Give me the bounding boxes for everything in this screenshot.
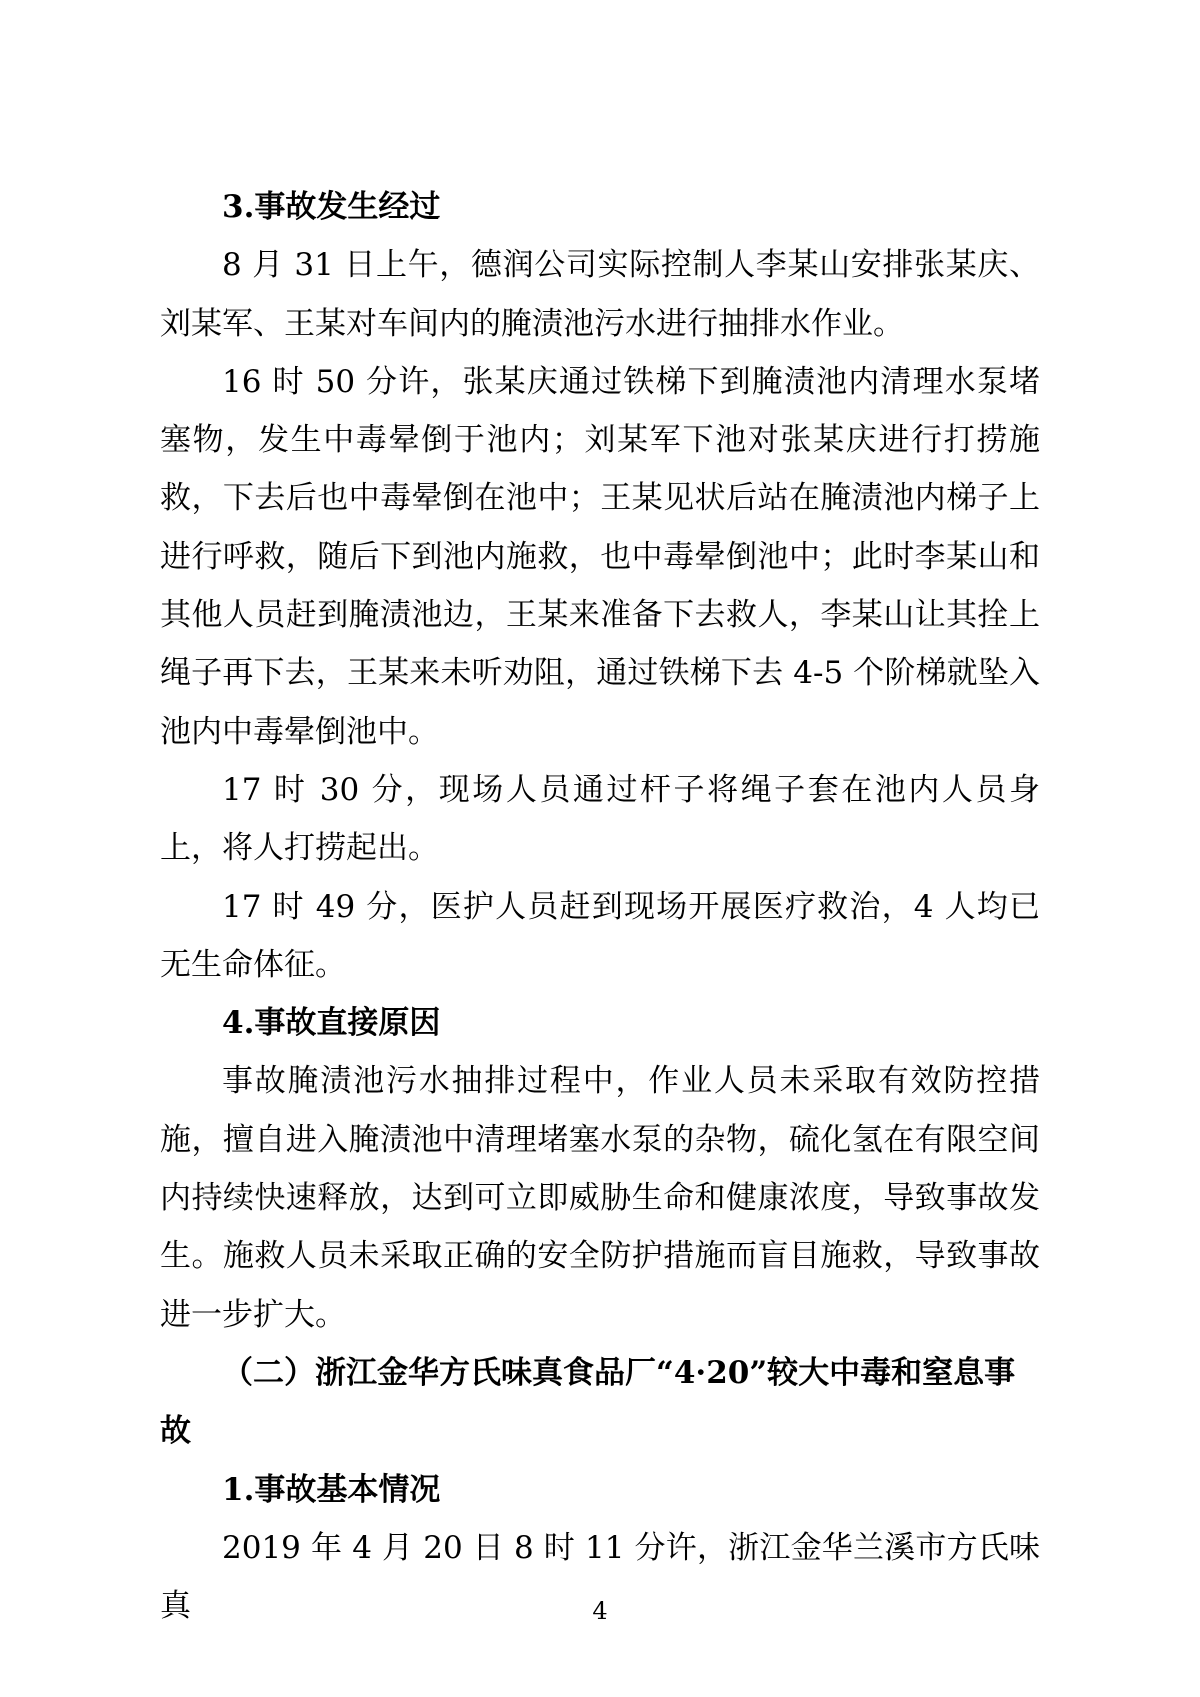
section-heading-basic-situation: 1.事故基本情况 (222, 1471, 441, 1508)
section-heading-accident-process: 3.事故发生经过 (222, 189, 441, 225)
section-heading-direct-cause: 4.事故直接原因 (222, 1005, 441, 1042)
paragraph-direct-cause: 事故腌渍池污水抽排过程中，作业人员未采取有效防控措施，擅自进入腌渍池中清理堵塞水泵的杂物，硫化氢在有限空间内持续快速释放，达到可立即威胁生命和健康浓度，导致事故发生。施救人员未采取正确的安全防护措施而盲目施救，导致事故进一步扩大。 (160, 1063, 1040, 1333)
section-heading-jinhua-accident: （二）浙江金华方氏味真食品厂“4·20”较大中毒和窒息事故 (160, 1354, 1016, 1450)
paragraph-1650-poisoning: 16 时 50 分许，张某庆通过铁梯下到腌渍池内清理水泵堵塞物，发生中毒晕倒于池内；刘某军下池对张某庆进行打捞施救，下去后也中毒晕倒在池中；王某见状后站在腌渍池内梯子上进行呼救，随后下到池内施救，也中毒晕倒池中；此时李某山和其他人员赶到腌渍池边，王某来准备下去救人，李某山让其拴上绳子再下去，王某来未听劝阻，通过铁梯下去 4-5 个阶梯就坠入池内中毒晕倒池中。 (160, 363, 1040, 750)
page-number: 4 (592, 1597, 608, 1625)
paragraph-april20: 2019 年 4 月 20 日 8 时 11 分许，浙江金华兰溪市方氏味真 (160, 1529, 1040, 1625)
paragraph-1730-rescue: 17 时 30 分，现场人员通过杆子将绳子套在池内人员身上，将人打捞起出。 (160, 771, 1040, 867)
document-body (160, 178, 1040, 1635)
paragraph-aug31-morning: 8 月 31 日上午，德润公司实际控制人李某山安排张某庆、刘某军、王某对车间内的腌渍池污水进行抽排水作业。 (160, 247, 1040, 342)
paragraph-1749-medical: 17 时 49 分，医护人员赶到现场开展医疗救治，4 人均已无生命体征。 (160, 888, 1040, 983)
